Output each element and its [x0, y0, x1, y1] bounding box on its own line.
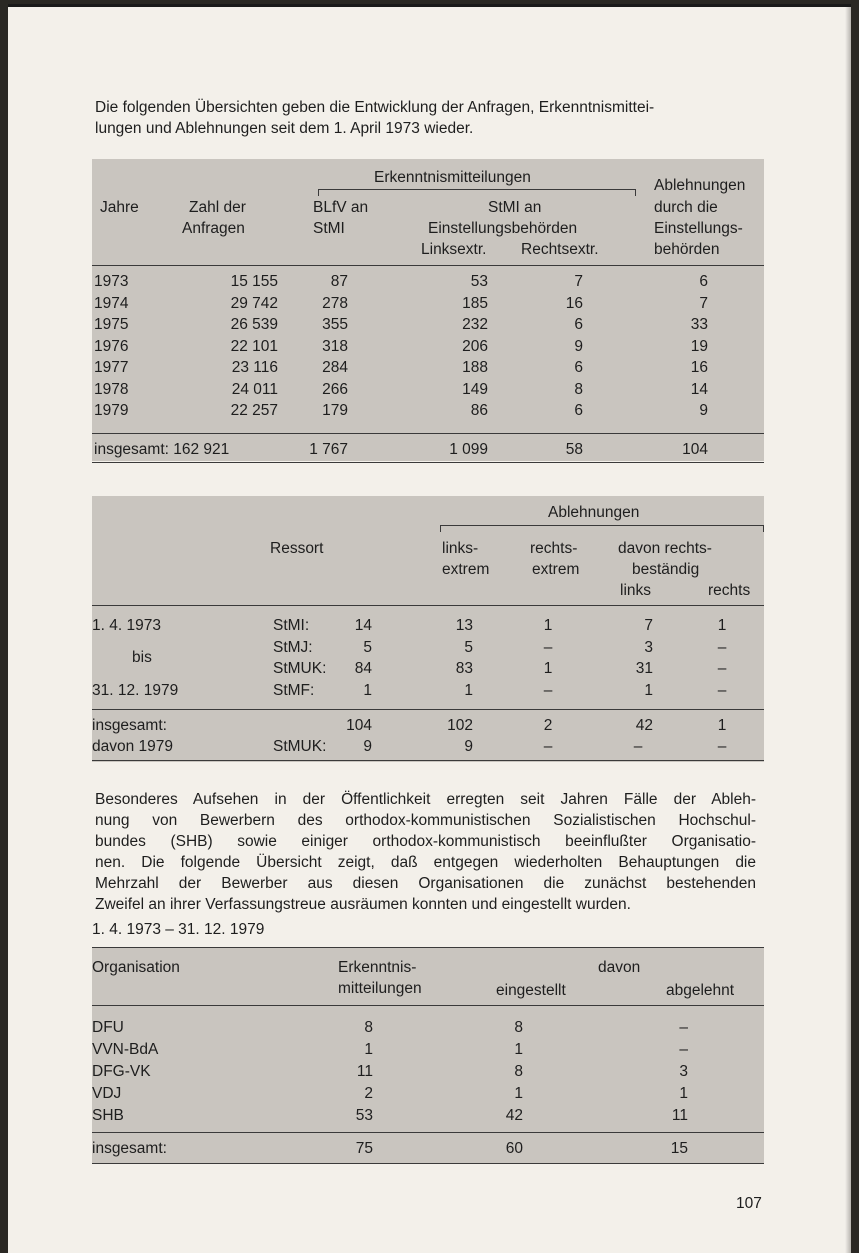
table1-header-rule: [92, 265, 764, 266]
table3-period: 1. 4. 1973 – 31. 12. 1979: [92, 921, 265, 938]
cell-rechtsextr: 9: [574, 337, 583, 355]
header-extrem: extrem: [532, 561, 580, 578]
cell-ressort: StMF:: [273, 682, 315, 700]
header-eingestellt: eingestellt: [496, 982, 566, 999]
cell-erkenntnis: 53: [355, 1107, 373, 1124]
cell-blfv: 318: [322, 337, 348, 355]
table1-bottom-rule: [92, 462, 764, 463]
cell-linksextr: 149: [462, 380, 488, 398]
cell-davon-links: 31: [635, 660, 653, 678]
cell-davon-links: 3: [644, 638, 653, 656]
table2-davon-links: 9: [464, 738, 473, 755]
header-sub-rechts: rechts: [708, 582, 751, 599]
cell-ressort: StMUK:: [273, 660, 327, 678]
table2-total-rechts: 2: [543, 717, 553, 734]
para-line: Besonderes Aufsehen in der Öffentlichkeit erregten seit Jahren Fälle der Ableh-: [95, 791, 756, 808]
header-davon-rechts: davon rechts-: [618, 540, 712, 557]
cell-jahr: 1977: [94, 359, 129, 376]
cell-ressort: StMJ:: [273, 638, 313, 656]
table3-bottom-rule: [92, 1163, 764, 1164]
table1-total-links: 1 099: [449, 441, 488, 458]
header-organisation: Organisation: [92, 959, 180, 976]
cell-davon-rechts: –: [717, 638, 727, 656]
header-stmi: StMI: [313, 220, 345, 237]
cell-abgelehnt: 3: [679, 1063, 688, 1080]
cell-blfv: 284: [322, 359, 348, 376]
cell-ablehnungen: 14: [690, 380, 708, 398]
table2-davon-davon-rechts: –: [717, 738, 727, 755]
header-ressort: Ressort: [270, 540, 324, 557]
cell-rechtsextr: 6: [574, 359, 583, 376]
cell-eingestellt: 1: [514, 1085, 523, 1102]
cell-jahr: 1975: [94, 316, 129, 333]
cell-ablehnungen: 7: [699, 294, 708, 312]
table3-total-eingestellt: 60: [505, 1140, 523, 1157]
cell-abgelehnt: –: [679, 1019, 688, 1036]
cell-organisation: DFU: [92, 1019, 124, 1036]
cell-rechtsextrem: –: [543, 682, 553, 700]
cell-jahr: 1974: [94, 294, 129, 312]
cell-abgelehnt: 11: [671, 1107, 688, 1124]
cell-linksextr: 232: [462, 316, 488, 333]
header-behoerden: behörden: [654, 241, 720, 258]
cell-ablehnungen: 19: [690, 337, 708, 355]
cell-eingestellt: 42: [505, 1107, 523, 1124]
cell-linksextr: 53: [470, 273, 488, 290]
cell-anfragen: 29 742: [230, 294, 278, 312]
cell-anfragen: 26 539: [230, 316, 278, 333]
cell-eingestellt: 8: [514, 1063, 523, 1080]
cell-blfv: 355: [322, 316, 348, 333]
table3-header-rule: [92, 1005, 764, 1006]
table2-davon-label: davon 1979: [92, 738, 174, 755]
cell-count: 1: [363, 682, 372, 700]
table2-total-label: insgesamt:: [92, 717, 167, 734]
cell-erkenntnis: 11: [356, 1063, 373, 1080]
cell-organisation: SHB: [92, 1107, 124, 1124]
header-jahre: Jahre: [100, 199, 139, 216]
cell-erkenntnis: 8: [364, 1019, 373, 1036]
cell-eingestellt: 1: [514, 1041, 523, 1058]
period-bis: bis: [132, 649, 152, 666]
table2-bottom-rule: [92, 760, 764, 761]
cell-anfragen: 23 116: [231, 359, 278, 376]
cell-rechtsextr: 8: [574, 380, 583, 398]
cell-davon-rechts: –: [717, 682, 727, 700]
table2-total-rule: [92, 709, 764, 710]
cell-linksextr: 86: [470, 402, 488, 419]
cell-linksextr: 188: [462, 359, 488, 376]
period-start: 1. 4. 1973: [92, 617, 161, 634]
intro-paragraph: [95, 97, 756, 139]
header-blfv-an: BLfV an: [313, 199, 369, 216]
cell-blfv: 278: [322, 294, 348, 312]
cell-count: 84: [354, 660, 372, 678]
cell-erkenntnis: 1: [364, 1041, 373, 1058]
cell-davon-links: 1: [644, 682, 653, 700]
cell-jahr: 1978: [94, 380, 129, 398]
header-bestaendig: beständig: [632, 561, 700, 578]
cell-rechtsextrem: 1: [543, 660, 553, 678]
cell-ressort: StMI:: [273, 617, 310, 634]
table1-total-label: insgesamt: 162 921: [94, 441, 230, 458]
header-extrem: extrem: [442, 561, 490, 578]
para-line: nen. Die folgende Übersicht zeigt, daß entgegen wiederholten Behauptungen die: [95, 854, 756, 871]
table2-header-rule: [92, 605, 764, 606]
body-paragraph: [95, 789, 756, 915]
cell-abgelehnt: 1: [679, 1085, 688, 1102]
para-line: Zweifel an ihrer Verfassungstreue ausräumen konnten und eingestellt wurden.: [95, 896, 631, 913]
cell-blfv: 266: [322, 380, 348, 398]
header-abgelehnt: abgelehnt: [666, 982, 735, 999]
table2-davon-rechts: –: [543, 738, 553, 755]
table1-total-blfv: 1 767: [309, 441, 348, 458]
header-einstellungs: Einstellungs-: [654, 220, 743, 237]
cell-linksextrem: 83: [455, 660, 473, 678]
table3-total-erkenntnis: 75: [355, 1140, 373, 1157]
cell-blfv: 87: [330, 273, 348, 290]
document-page: [8, 4, 851, 1253]
cell-ablehnungen: 9: [699, 402, 708, 419]
cell-erkenntnis: 2: [364, 1085, 373, 1102]
para-line: Mehrzahl der Bewerber aus diesen Organisationen die zunächst bestehenden: [95, 875, 756, 892]
table1-total-rechts: 58: [565, 441, 583, 458]
cell-ablehnungen: 33: [690, 316, 708, 333]
cell-abgelehnt: –: [679, 1041, 688, 1058]
cell-davon-rechts: –: [717, 660, 727, 678]
table3-total-label: insgesamt:: [92, 1140, 167, 1157]
para-line: bundes (SHB) sowie einiger orthodox-kommunistisch beeinflußter Organisatio-: [95, 833, 756, 850]
cell-rechtsextr: 16: [565, 294, 583, 312]
cell-rechtsextr: 6: [574, 316, 583, 333]
cell-organisation: VVN-BdA: [92, 1041, 159, 1058]
table1-total-rule: [92, 433, 764, 434]
cell-count: 5: [363, 638, 372, 656]
header-sub-links: links: [620, 582, 652, 599]
cell-ablehnungen: 6: [699, 273, 708, 290]
header-davon: davon: [598, 959, 641, 976]
cell-anfragen: 22 257: [230, 402, 278, 419]
header-erkenntnis: Erkenntnis-: [338, 959, 417, 976]
cell-rechtsextrem: –: [543, 638, 553, 656]
header-erkenntnismitteilungen: Erkenntnismitteilungen: [374, 169, 531, 186]
table3-top-rule: [92, 947, 764, 948]
period-end: 31. 12. 1979: [92, 682, 179, 699]
cell-rechtsextr: 6: [574, 402, 583, 419]
cell-davon-rechts: 1: [717, 617, 727, 634]
cell-linksextr: 185: [462, 294, 488, 312]
cell-anfragen: 22 101: [230, 337, 278, 355]
cell-anfragen: 15 155: [230, 273, 278, 290]
header-linksextr: Linksextr.: [421, 241, 487, 258]
header-bracket: [440, 525, 764, 532]
header-links: links-: [442, 540, 479, 557]
cell-linksextr: 206: [462, 337, 488, 355]
intro-line: lungen und Ablehnungen seit dem 1. April 1973 wieder.: [95, 120, 474, 137]
cell-jahr: 1976: [94, 337, 129, 355]
table2-total-davon-rechts: 1: [717, 717, 727, 734]
table2-davon-count: 9: [363, 738, 372, 755]
table3-total-rule: [92, 1132, 764, 1133]
header-stmi-an: StMI an: [488, 199, 542, 216]
cell-linksextrem: 5: [464, 638, 473, 656]
header-zahl-der: Zahl der: [189, 199, 246, 216]
cell-organisation: DFG-VK: [92, 1063, 151, 1080]
table3-total-abgelehnt: 15: [670, 1140, 688, 1157]
cell-anfragen: 24 011: [231, 380, 278, 398]
header-bracket: [318, 189, 636, 196]
header-mitteilungen: mitteilungen: [338, 980, 422, 997]
cell-jahr: 1979: [94, 402, 129, 419]
cell-davon-links: 7: [644, 617, 653, 634]
table2-total-ressort: 104: [346, 717, 372, 734]
table1-total-ablehnungen: 104: [682, 441, 708, 458]
cell-organisation: VDJ: [92, 1085, 122, 1102]
header-einstellungsbehoerden: Einstellungsbehörden: [428, 220, 578, 237]
table2-davon-davon-links: –: [633, 738, 643, 755]
cell-ablehnungen: 16: [690, 359, 708, 376]
cell-linksextrem: 13: [455, 617, 473, 634]
header-anfragen: Anfragen: [182, 220, 245, 237]
table2-total-links: 102: [447, 717, 473, 734]
cell-blfv: 179: [322, 402, 348, 419]
header-ablehnungen: Ablehnungen: [548, 504, 640, 521]
para-line: nung von Bewerbern des orthodox-kommunistischen Sozialistischen Hochschul-: [95, 812, 756, 829]
header-durch-die: durch die: [654, 199, 718, 216]
cell-linksextrem: 1: [464, 682, 473, 700]
cell-jahr: 1973: [94, 273, 129, 290]
cell-rechtsextr: 7: [574, 273, 583, 290]
cell-count: 14: [354, 617, 372, 634]
intro-line: Die folgenden Übersichten geben die Entwicklung der Anfragen, Erkenntnismittei-: [95, 99, 655, 116]
cell-eingestellt: 8: [514, 1019, 523, 1036]
cell-rechtsextrem: 1: [543, 617, 553, 634]
page-number: 107: [736, 1195, 762, 1212]
table2-total-davon-links: 42: [635, 717, 653, 734]
header-rechtsextr: Rechtsextr.: [521, 241, 599, 258]
header-ablehnungen: Ablehnungen: [654, 177, 746, 194]
header-rechts: rechts-: [530, 540, 578, 557]
table2-davon-ressort: StMUK:: [273, 738, 327, 755]
